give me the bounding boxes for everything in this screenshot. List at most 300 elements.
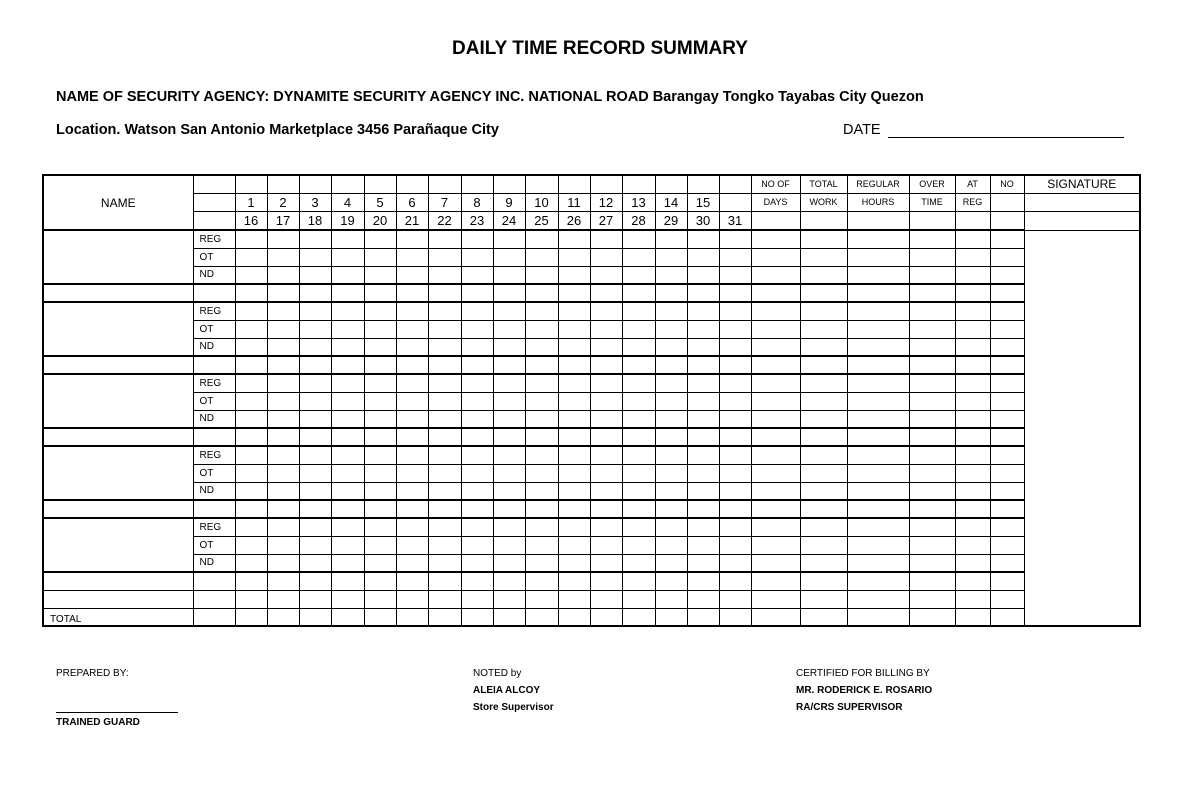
entry-cell[interactable] [590, 482, 622, 500]
entry-cell[interactable] [299, 428, 331, 446]
entry-cell[interactable] [558, 536, 590, 554]
entry-cell[interactable] [847, 284, 909, 302]
entry-cell[interactable] [267, 284, 299, 302]
entry-cell[interactable] [396, 536, 428, 554]
entry-cell[interactable] [193, 500, 235, 518]
entry-cell[interactable] [525, 518, 558, 536]
entry-cell[interactable] [655, 302, 687, 320]
entry-cell[interactable] [990, 554, 1024, 572]
entry-cell[interactable] [299, 248, 331, 266]
entry-cell[interactable] [751, 464, 800, 482]
entry-cell[interactable] [525, 410, 558, 428]
entry-cell[interactable] [847, 608, 909, 626]
entry-cell[interactable] [428, 608, 461, 626]
entry-cell[interactable] [622, 302, 655, 320]
entry-cell[interactable] [461, 500, 493, 518]
entry-cell[interactable] [687, 248, 719, 266]
entry-cell[interactable] [193, 590, 235, 608]
entry-cell[interactable] [847, 590, 909, 608]
entry-cell[interactable] [558, 428, 590, 446]
entry-cell[interactable] [558, 518, 590, 536]
entry-cell[interactable] [687, 590, 719, 608]
entry-cell[interactable] [396, 230, 428, 248]
entry-cell[interactable] [396, 500, 428, 518]
entry-cell[interactable] [299, 554, 331, 572]
entry-cell[interactable] [955, 392, 990, 410]
entry-cell[interactable] [655, 320, 687, 338]
entry-cell[interactable] [622, 284, 655, 302]
entry-cell[interactable] [687, 302, 719, 320]
entry-cell[interactable] [364, 428, 396, 446]
entry-cell[interactable] [590, 266, 622, 284]
entry-cell[interactable] [525, 500, 558, 518]
entry-cell[interactable] [719, 500, 751, 518]
entry-cell[interactable] [990, 464, 1024, 482]
entry-cell[interactable] [847, 266, 909, 284]
entry-cell[interactable] [590, 446, 622, 464]
entry-cell[interactable] [396, 320, 428, 338]
prepared-by-signature-line[interactable] [56, 712, 178, 713]
entry-cell[interactable] [525, 374, 558, 392]
entry-cell[interactable] [909, 410, 955, 428]
entry-cell[interactable] [909, 536, 955, 554]
entry-cell[interactable] [364, 590, 396, 608]
entry-cell[interactable] [558, 590, 590, 608]
entry-cell[interactable] [331, 230, 364, 248]
entry-cell[interactable] [235, 446, 267, 464]
entry-cell[interactable] [590, 320, 622, 338]
entry-cell[interactable] [909, 338, 955, 356]
entry-cell[interactable] [558, 500, 590, 518]
entry-cell[interactable] [461, 230, 493, 248]
entry-cell[interactable] [558, 446, 590, 464]
spacer-name-cell[interactable] [43, 572, 193, 590]
entry-cell[interactable] [396, 284, 428, 302]
entry-cell[interactable] [558, 356, 590, 374]
entry-cell[interactable] [751, 590, 800, 608]
entry-cell[interactable] [461, 554, 493, 572]
entry-cell[interactable] [687, 608, 719, 626]
entry-cell[interactable] [719, 392, 751, 410]
entry-cell[interactable] [299, 230, 331, 248]
entry-cell[interactable] [800, 230, 847, 248]
entry-cell[interactable] [493, 446, 525, 464]
entry-cell[interactable] [955, 302, 990, 320]
entry-cell[interactable] [558, 284, 590, 302]
entry-cell[interactable] [800, 320, 847, 338]
entry-cell[interactable] [525, 266, 558, 284]
entry-cell[interactable] [719, 320, 751, 338]
entry-cell[interactable] [558, 572, 590, 590]
entry-cell[interactable] [751, 284, 800, 302]
entry-cell[interactable] [847, 572, 909, 590]
entry-cell[interactable] [719, 266, 751, 284]
entry-cell[interactable] [331, 356, 364, 374]
entry-cell[interactable] [428, 284, 461, 302]
entry-cell[interactable] [461, 338, 493, 356]
entry-cell[interactable] [751, 536, 800, 554]
entry-cell[interactable] [990, 536, 1024, 554]
entry-cell[interactable] [331, 608, 364, 626]
entry-cell[interactable] [955, 500, 990, 518]
entry-cell[interactable] [800, 608, 847, 626]
entry-cell[interactable] [267, 518, 299, 536]
entry-cell[interactable] [461, 320, 493, 338]
entry-cell[interactable] [622, 248, 655, 266]
entry-cell[interactable] [267, 572, 299, 590]
entry-cell[interactable] [396, 608, 428, 626]
entry-cell[interactable] [493, 392, 525, 410]
entry-cell[interactable] [193, 428, 235, 446]
entry-cell[interactable] [396, 572, 428, 590]
entry-cell[interactable] [396, 302, 428, 320]
entry-cell[interactable] [396, 518, 428, 536]
entry-cell[interactable] [364, 554, 396, 572]
entry-cell[interactable] [267, 554, 299, 572]
entry-cell[interactable] [428, 230, 461, 248]
entry-cell[interactable] [235, 536, 267, 554]
entry-cell[interactable] [364, 464, 396, 482]
entry-cell[interactable] [396, 590, 428, 608]
entry-cell[interactable] [800, 284, 847, 302]
entry-cell[interactable] [525, 320, 558, 338]
entry-cell[interactable] [525, 590, 558, 608]
entry-cell[interactable] [267, 464, 299, 482]
entry-cell[interactable] [331, 554, 364, 572]
entry-cell[interactable] [428, 482, 461, 500]
entry-cell[interactable] [331, 464, 364, 482]
entry-cell[interactable] [525, 302, 558, 320]
entry-cell[interactable] [655, 446, 687, 464]
entry-cell[interactable] [364, 356, 396, 374]
entry-cell[interactable] [235, 428, 267, 446]
entry-cell[interactable] [299, 446, 331, 464]
entry-cell[interactable] [590, 536, 622, 554]
entry-cell[interactable] [719, 446, 751, 464]
entry-cell[interactable] [493, 410, 525, 428]
entry-cell[interactable] [558, 320, 590, 338]
entry-cell[interactable] [687, 464, 719, 482]
entry-cell[interactable] [590, 410, 622, 428]
entry-cell[interactable] [461, 284, 493, 302]
entry-cell[interactable] [655, 410, 687, 428]
entry-cell[interactable] [267, 392, 299, 410]
entry-cell[interactable] [428, 410, 461, 428]
employee-name-cell[interactable] [43, 374, 193, 428]
entry-cell[interactable] [847, 410, 909, 428]
entry-cell[interactable] [955, 356, 990, 374]
entry-cell[interactable] [364, 518, 396, 536]
entry-cell[interactable] [396, 374, 428, 392]
entry-cell[interactable] [847, 302, 909, 320]
entry-cell[interactable] [428, 392, 461, 410]
entry-cell[interactable] [719, 572, 751, 590]
entry-cell[interactable] [719, 230, 751, 248]
entry-cell[interactable] [622, 374, 655, 392]
entry-cell[interactable] [461, 608, 493, 626]
entry-cell[interactable] [847, 518, 909, 536]
entry-cell[interactable] [909, 392, 955, 410]
entry-cell[interactable] [525, 572, 558, 590]
entry-cell[interactable] [364, 482, 396, 500]
entry-cell[interactable] [558, 608, 590, 626]
entry-cell[interactable] [655, 230, 687, 248]
entry-cell[interactable] [364, 338, 396, 356]
entry-cell[interactable] [990, 302, 1024, 320]
entry-cell[interactable] [461, 356, 493, 374]
entry-cell[interactable] [299, 338, 331, 356]
entry-cell[interactable] [847, 374, 909, 392]
entry-cell[interactable] [396, 338, 428, 356]
spacer-name-cell[interactable] [43, 284, 193, 302]
entry-cell[interactable] [909, 284, 955, 302]
entry-cell[interactable] [687, 536, 719, 554]
entry-cell[interactable] [847, 392, 909, 410]
entry-cell[interactable] [955, 590, 990, 608]
entry-cell[interactable] [558, 464, 590, 482]
entry-cell[interactable] [909, 482, 955, 500]
entry-cell[interactable] [331, 572, 364, 590]
entry-cell[interactable] [428, 374, 461, 392]
entry-cell[interactable] [622, 446, 655, 464]
entry-cell[interactable] [299, 320, 331, 338]
spacer-name-cell[interactable] [43, 590, 193, 608]
entry-cell[interactable] [719, 302, 751, 320]
entry-cell[interactable] [235, 392, 267, 410]
entry-cell[interactable] [461, 518, 493, 536]
entry-cell[interactable] [990, 482, 1024, 500]
entry-cell[interactable] [655, 356, 687, 374]
entry-cell[interactable] [493, 518, 525, 536]
entry-cell[interactable] [687, 554, 719, 572]
entry-cell[interactable] [364, 374, 396, 392]
entry-cell[interactable] [719, 284, 751, 302]
date-field[interactable] [888, 137, 1124, 138]
entry-cell[interactable] [331, 518, 364, 536]
entry-cell[interactable] [751, 320, 800, 338]
entry-cell[interactable] [800, 338, 847, 356]
entry-cell[interactable] [990, 230, 1024, 248]
entry-cell[interactable] [622, 230, 655, 248]
entry-cell[interactable] [687, 284, 719, 302]
spacer-name-cell[interactable] [43, 500, 193, 518]
entry-cell[interactable] [364, 608, 396, 626]
entry-cell[interactable] [525, 608, 558, 626]
entry-cell[interactable] [847, 464, 909, 482]
entry-cell[interactable] [364, 320, 396, 338]
entry-cell[interactable] [267, 338, 299, 356]
entry-cell[interactable] [687, 482, 719, 500]
spacer-name-cell[interactable] [43, 356, 193, 374]
entry-cell[interactable] [493, 374, 525, 392]
entry-cell[interactable] [955, 374, 990, 392]
entry-cell[interactable] [461, 590, 493, 608]
entry-cell[interactable] [193, 356, 235, 374]
entry-cell[interactable] [751, 302, 800, 320]
entry-cell[interactable] [493, 482, 525, 500]
entry-cell[interactable] [847, 482, 909, 500]
entry-cell[interactable] [655, 536, 687, 554]
entry-cell[interactable] [590, 572, 622, 590]
entry-cell[interactable] [235, 266, 267, 284]
entry-cell[interactable] [428, 536, 461, 554]
entry-cell[interactable] [396, 464, 428, 482]
entry-cell[interactable] [800, 518, 847, 536]
entry-cell[interactable] [493, 500, 525, 518]
entry-cell[interactable] [590, 500, 622, 518]
entry-cell[interactable] [800, 302, 847, 320]
entry-cell[interactable] [622, 266, 655, 284]
entry-cell[interactable] [525, 284, 558, 302]
entry-cell[interactable] [847, 554, 909, 572]
entry-cell[interactable] [525, 554, 558, 572]
entry-cell[interactable] [655, 428, 687, 446]
entry-cell[interactable] [751, 608, 800, 626]
entry-cell[interactable] [909, 464, 955, 482]
entry-cell[interactable] [990, 392, 1024, 410]
entry-cell[interactable] [800, 374, 847, 392]
entry-cell[interactable] [331, 446, 364, 464]
entry-cell[interactable] [687, 320, 719, 338]
entry-cell[interactable] [396, 410, 428, 428]
entry-cell[interactable] [751, 428, 800, 446]
entry-cell[interactable] [655, 482, 687, 500]
entry-cell[interactable] [235, 482, 267, 500]
entry-cell[interactable] [396, 554, 428, 572]
entry-cell[interactable] [331, 248, 364, 266]
entry-cell[interactable] [428, 428, 461, 446]
entry-cell[interactable] [719, 338, 751, 356]
entry-cell[interactable] [590, 554, 622, 572]
entry-cell[interactable] [655, 284, 687, 302]
entry-cell[interactable] [955, 554, 990, 572]
entry-cell[interactable] [751, 446, 800, 464]
entry-cell[interactable] [235, 320, 267, 338]
entry-cell[interactable] [493, 590, 525, 608]
entry-cell[interactable] [590, 608, 622, 626]
entry-cell[interactable] [751, 374, 800, 392]
entry-cell[interactable] [687, 518, 719, 536]
entry-cell[interactable] [909, 248, 955, 266]
entry-cell[interactable] [687, 428, 719, 446]
entry-cell[interactable] [461, 428, 493, 446]
entry-cell[interactable] [909, 590, 955, 608]
entry-cell[interactable] [267, 608, 299, 626]
entry-cell[interactable] [331, 302, 364, 320]
entry-cell[interactable] [331, 482, 364, 500]
entry-cell[interactable] [800, 554, 847, 572]
entry-cell[interactable] [364, 410, 396, 428]
entry-cell[interactable] [235, 374, 267, 392]
entry-cell[interactable] [428, 248, 461, 266]
entry-cell[interactable] [299, 536, 331, 554]
entry-cell[interactable] [955, 248, 990, 266]
entry-cell[interactable] [461, 464, 493, 482]
entry-cell[interactable] [525, 356, 558, 374]
entry-cell[interactable] [751, 482, 800, 500]
entry-cell[interactable] [428, 320, 461, 338]
entry-cell[interactable] [622, 320, 655, 338]
entry-cell[interactable] [235, 230, 267, 248]
entry-cell[interactable] [719, 554, 751, 572]
entry-cell[interactable] [655, 572, 687, 590]
entry-cell[interactable] [990, 446, 1024, 464]
entry-cell[interactable] [235, 338, 267, 356]
entry-cell[interactable] [909, 356, 955, 374]
entry-cell[interactable] [267, 356, 299, 374]
entry-cell[interactable] [299, 608, 331, 626]
entry-cell[interactable] [331, 320, 364, 338]
entry-cell[interactable] [955, 482, 990, 500]
entry-cell[interactable] [364, 230, 396, 248]
entry-cell[interactable] [235, 590, 267, 608]
entry-cell[interactable] [235, 410, 267, 428]
entry-cell[interactable] [751, 410, 800, 428]
entry-cell[interactable] [800, 536, 847, 554]
entry-cell[interactable] [687, 410, 719, 428]
entry-cell[interactable] [847, 428, 909, 446]
entry-cell[interactable] [493, 428, 525, 446]
entry-cell[interactable] [428, 518, 461, 536]
entry-cell[interactable] [493, 284, 525, 302]
entry-cell[interactable] [909, 302, 955, 320]
entry-cell[interactable] [331, 266, 364, 284]
entry-cell[interactable] [990, 518, 1024, 536]
entry-cell[interactable] [751, 266, 800, 284]
entry-cell[interactable] [590, 590, 622, 608]
entry-cell[interactable] [493, 608, 525, 626]
entry-cell[interactable] [364, 500, 396, 518]
entry-cell[interactable] [622, 572, 655, 590]
entry-cell[interactable] [299, 410, 331, 428]
entry-cell[interactable] [299, 482, 331, 500]
entry-cell[interactable] [751, 338, 800, 356]
entry-cell[interactable] [955, 266, 990, 284]
entry-cell[interactable] [428, 590, 461, 608]
entry-cell[interactable] [235, 572, 267, 590]
entry-cell[interactable] [655, 374, 687, 392]
entry-cell[interactable] [461, 446, 493, 464]
entry-cell[interactable] [590, 464, 622, 482]
entry-cell[interactable] [493, 554, 525, 572]
entry-cell[interactable] [558, 266, 590, 284]
entry-cell[interactable] [687, 392, 719, 410]
entry-cell[interactable] [493, 320, 525, 338]
entry-cell[interactable] [909, 266, 955, 284]
entry-cell[interactable] [396, 482, 428, 500]
entry-cell[interactable] [299, 518, 331, 536]
entry-cell[interactable] [235, 554, 267, 572]
entry-cell[interactable] [909, 428, 955, 446]
entry-cell[interactable] [719, 482, 751, 500]
entry-cell[interactable] [461, 392, 493, 410]
entry-cell[interactable] [909, 572, 955, 590]
entry-cell[interactable] [428, 446, 461, 464]
entry-cell[interactable] [331, 374, 364, 392]
entry-cell[interactable] [364, 536, 396, 554]
entry-cell[interactable] [990, 500, 1024, 518]
entry-cell[interactable] [990, 590, 1024, 608]
entry-cell[interactable] [461, 410, 493, 428]
entry-cell[interactable] [751, 230, 800, 248]
entry-cell[interactable] [687, 374, 719, 392]
entry-cell[interactable] [719, 536, 751, 554]
entry-cell[interactable] [990, 248, 1024, 266]
entry-cell[interactable] [955, 608, 990, 626]
entry-cell[interactable] [461, 302, 493, 320]
entry-cell[interactable] [955, 464, 990, 482]
entry-cell[interactable] [299, 266, 331, 284]
